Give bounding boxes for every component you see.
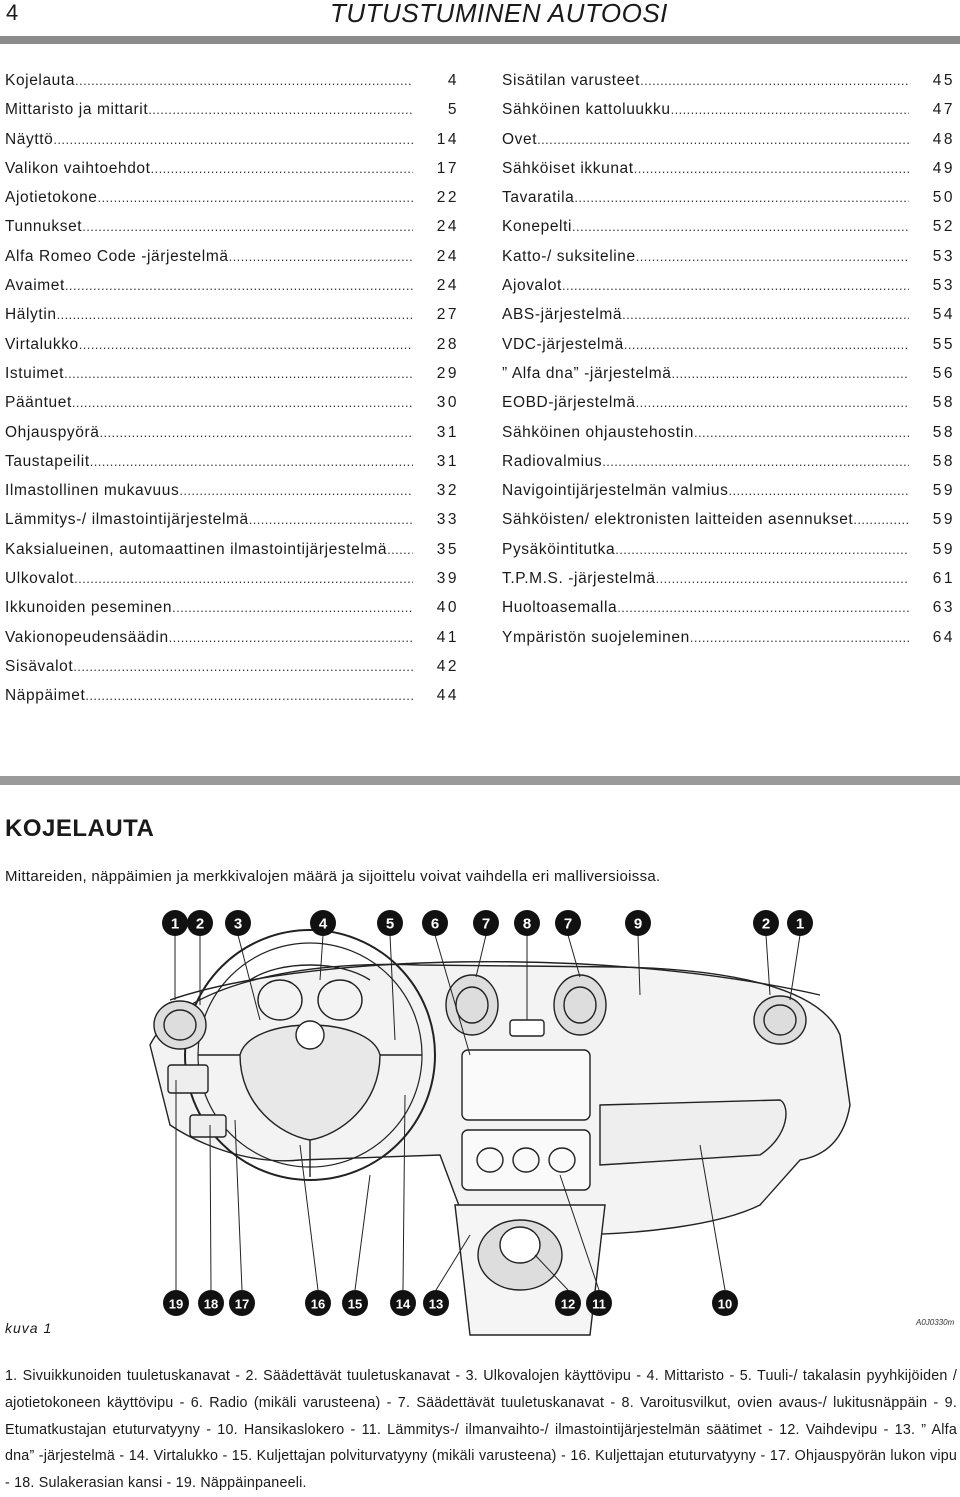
toc-entry xyxy=(5,658,459,687)
toc-leader-dots xyxy=(387,542,413,557)
callout-marker xyxy=(625,910,651,936)
callout-marker xyxy=(225,910,251,936)
toc-entry xyxy=(5,72,459,101)
toc-entry-title: Ajovalot xyxy=(502,277,562,295)
figure-code: A0J0330m xyxy=(916,1318,955,1327)
callout-marker xyxy=(163,1290,189,1316)
toc-leader-dots xyxy=(75,73,413,88)
callout-marker xyxy=(514,910,540,936)
toc-entry-title: T.P.M.S. -järjestelmä xyxy=(502,570,656,588)
callout-number: 10 xyxy=(717,1296,733,1312)
callout-marker xyxy=(305,1290,331,1316)
toc-entry xyxy=(5,365,459,394)
callout-marker xyxy=(310,910,336,936)
toc-entry-title: Mittaristo ja mittarit xyxy=(5,101,149,119)
toc-entry-title: Pääntuet xyxy=(5,394,72,412)
toc-entry xyxy=(5,424,459,453)
toc-entry-page: 58 xyxy=(932,394,955,412)
callout-number: 9 xyxy=(633,915,643,933)
callout-number: 4 xyxy=(318,915,328,933)
toc-entry-title: Sähköisten/ elektronisten laitteiden asennukset xyxy=(502,511,854,529)
callout-number: 16 xyxy=(310,1296,326,1312)
running-header-title: TUTUSTUMINEN AUTOOSI xyxy=(330,0,668,28)
callout-number: 7 xyxy=(481,915,491,933)
toc-entry xyxy=(502,629,955,658)
callout-marker xyxy=(787,910,813,936)
callout-marker xyxy=(473,910,499,936)
toc-entry-title: Hälytin xyxy=(5,306,57,324)
toc-entry-page: 17 xyxy=(436,159,459,177)
toc-entry-page: 53 xyxy=(932,247,955,265)
callout-marker xyxy=(198,1290,224,1316)
toc-entry xyxy=(5,687,459,716)
toc-left-column xyxy=(5,72,459,717)
toc-entry-title: Radiovalmius xyxy=(502,452,603,470)
toc-entry xyxy=(502,511,955,540)
toc-entry-title: Pysäköintitutka xyxy=(502,540,616,558)
callout-number: 12 xyxy=(560,1296,576,1312)
dashboard-illustration xyxy=(0,905,960,1340)
toc-entry-page: 39 xyxy=(436,570,459,588)
toc-leader-dots xyxy=(634,161,909,176)
toc-entry-title: Avaimet xyxy=(5,277,65,295)
toc-leader-dots xyxy=(640,73,909,88)
toc-entry-title: Ulkovalot xyxy=(5,570,75,588)
toc-entry xyxy=(5,541,459,570)
toc-entry-page: 64 xyxy=(932,628,955,646)
toc-leader-dots xyxy=(574,190,909,205)
toc-entry xyxy=(5,131,459,160)
toc-entry-title: Kaksialueinen, automaattinen ilmastointijärjestelmä xyxy=(5,540,388,558)
toc-entry xyxy=(5,482,459,511)
toc-entry-page: 33 xyxy=(436,511,459,529)
callout-number: 17 xyxy=(234,1296,250,1312)
toc-entry-title: VDC-järjestelmä xyxy=(502,335,624,353)
toc-entry-page: 31 xyxy=(436,452,459,470)
toc-entry-page: 32 xyxy=(436,482,459,500)
callout-number: 1 xyxy=(795,915,805,933)
toc-entry-title: Ohjauspyörä xyxy=(5,423,100,441)
toc-entry-title: Konepelti xyxy=(502,218,573,236)
toc-entry-title: EOBD-järjestelmä xyxy=(502,394,636,412)
toc-entry xyxy=(502,424,955,453)
figure-caption: 1. Sivuikkunoiden tuuletuskanavat - 2. Säädettävät tuuletuskanavat - 3. Ulkovalojen käyttövipu - 4. Mittaristo - 5. Tuuli-/ takalasin pyyhkijöiden / ajotietokoneen käyttövipu - 6. Radio (mikäli varusteena) - 7. Säädettävät tuuletuskanavat - 8. Varoitusvilkut, ovien avaus-/ lukitusnäppäin - 9. Etumatkustajan etuturvatyyny - 10. Hansikaslokero - 11. Lämmitys-/ ilmanvaihto-/ ilmastointijärjestelmän säätimet - 12. Vaihdevipu - 13. ” Alfa dna” -järjestelmä - 14. Virtalukko - 15. Kuljettajan polviturvatyyny (mikäli varusteena) - 16. Kuljettajan etuturvatyyny - 17. Ohjauspyörän lukon vipu - 18. Sulakerasian kansi - 19. Näppäinpaneeli. xyxy=(5,1368,957,1492)
toc-entry xyxy=(5,101,459,130)
toc-entry-title: Alfa Romeo Code -järjestelmä xyxy=(5,247,229,265)
callout-marker xyxy=(377,910,403,936)
toc-entry-title: Ilmastollinen mukavuus xyxy=(5,482,180,500)
toc-leader-dots xyxy=(615,542,909,557)
toc-leader-dots xyxy=(79,337,413,352)
toc-entry xyxy=(502,306,955,335)
toc-entry-page: 44 xyxy=(436,687,459,705)
toc-entry-title: Vakionopeudensäädin xyxy=(5,628,169,646)
toc-entry-page: 24 xyxy=(436,247,459,265)
toc-entry-page: 24 xyxy=(436,218,459,236)
toc-leader-dots xyxy=(64,366,413,381)
toc-leader-dots xyxy=(148,102,413,117)
toc-leader-dots xyxy=(179,483,413,498)
toc-leader-dots xyxy=(73,659,413,674)
toc-entry-title: Istuimet xyxy=(5,364,65,382)
callout-number: 15 xyxy=(347,1296,363,1312)
toc-entry-page: 45 xyxy=(932,72,955,89)
toc-entry xyxy=(502,160,955,189)
header-rule xyxy=(0,36,960,44)
callout-number: 2 xyxy=(761,915,771,933)
toc-entry xyxy=(5,277,459,306)
page-number: 4 xyxy=(6,0,19,25)
toc-entry-title: ” Alfa dna” -järjestelmä xyxy=(502,364,672,382)
toc-entry xyxy=(5,306,459,335)
toc-entry xyxy=(502,599,955,628)
toc-entry-page: 31 xyxy=(436,423,459,441)
callout-number: 2 xyxy=(195,915,205,933)
toc-entry xyxy=(5,218,459,247)
toc-entry xyxy=(502,394,955,423)
toc-leader-dots xyxy=(636,249,909,264)
toc-leader-dots xyxy=(622,307,909,322)
toc-entry xyxy=(502,248,955,277)
toc-entry-page: 52 xyxy=(932,218,955,236)
toc-entry-page: 35 xyxy=(436,540,459,558)
toc-entry-page: 50 xyxy=(932,189,955,207)
toc-entry-title: Näppäimet xyxy=(5,687,86,705)
callout-number: 11 xyxy=(592,1296,606,1312)
toc-entry-title: Taustapeilit xyxy=(5,452,90,470)
toc-leader-dots xyxy=(229,249,413,264)
toc-entry xyxy=(502,72,955,101)
callout-number: 3 xyxy=(233,915,243,933)
toc-entry-page: 56 xyxy=(932,364,955,382)
toc-entry xyxy=(5,511,459,540)
toc-entry-page: 55 xyxy=(932,335,955,353)
toc-entry xyxy=(5,248,459,277)
toc-leader-dots xyxy=(636,395,909,410)
callout-number: 1 xyxy=(170,915,180,933)
toc-entry xyxy=(5,453,459,482)
toc-entry-title: Sähköinen ohjaustehostin xyxy=(502,423,694,441)
callout-marker xyxy=(229,1290,255,1316)
callout-marker xyxy=(555,910,581,936)
toc-entry-page: 5 xyxy=(447,101,459,119)
toc-leader-dots xyxy=(572,219,909,234)
callout-number: 7 xyxy=(563,915,573,933)
toc-entry xyxy=(502,336,955,365)
toc-entry-page: 61 xyxy=(932,570,955,588)
toc-entry xyxy=(502,541,955,570)
toc-entry-title: Sähköinen kattoluukku xyxy=(502,101,671,119)
toc-leader-dots xyxy=(728,483,909,498)
toc-entry xyxy=(5,570,459,599)
toc-entry-title: Ovet xyxy=(502,130,538,148)
callout-number: 6 xyxy=(430,915,440,933)
toc-entry-title: Tavaratila xyxy=(502,189,575,207)
toc-leader-dots xyxy=(537,132,909,147)
toc-right-column xyxy=(502,72,955,658)
toc-entry-page: 24 xyxy=(436,277,459,295)
toc-entry-title: Lämmitys-/ ilmastointijärjestelmä xyxy=(5,511,249,529)
toc-leader-dots xyxy=(671,102,909,117)
toc-leader-dots xyxy=(656,571,909,586)
toc-entry-page: 14 xyxy=(436,130,459,148)
toc-leader-dots xyxy=(617,600,909,615)
toc-entry-page: 42 xyxy=(436,657,459,675)
toc-entry xyxy=(502,365,955,394)
toc-entry-page: 59 xyxy=(932,540,955,558)
toc-entry-title: Sähköiset ikkunat xyxy=(502,159,634,177)
callout-number: 8 xyxy=(522,915,532,933)
toc-entry-page: 59 xyxy=(932,511,955,529)
toc-entry xyxy=(502,189,955,218)
toc-leader-dots xyxy=(85,688,413,703)
callout-number: 19 xyxy=(168,1296,184,1312)
toc-entry-page: 58 xyxy=(932,452,955,470)
toc-entry-page: 28 xyxy=(436,335,459,353)
toc-leader-dots xyxy=(249,512,413,527)
callout-marker xyxy=(390,1290,416,1316)
toc-leader-dots xyxy=(53,132,413,147)
toc-leader-dots xyxy=(562,278,909,293)
toc-leader-dots xyxy=(98,190,413,205)
toc-entry xyxy=(502,218,955,247)
toc-entry-title: Huoltoasemalla xyxy=(502,599,618,617)
toc-entry-title: Näyttö xyxy=(5,130,54,148)
section-rule xyxy=(0,776,960,785)
toc-entry-title: Sisätilan varusteet xyxy=(502,72,641,89)
toc-entry-title: Navigointijärjestelmän valmius xyxy=(502,482,729,500)
toc-entry-page: 58 xyxy=(932,423,955,441)
toc-entry-title: Kojelauta xyxy=(5,72,76,89)
toc-leader-dots xyxy=(671,366,909,381)
toc-entry xyxy=(5,336,459,365)
toc-entry xyxy=(502,101,955,130)
toc-leader-dots xyxy=(853,512,909,527)
toc-leader-dots xyxy=(72,395,413,410)
toc-entry-title: Virtalukko xyxy=(5,335,79,353)
toc-entry-page: 54 xyxy=(932,306,955,324)
toc-entry-page: 29 xyxy=(436,364,459,382)
toc-entry xyxy=(5,160,459,189)
toc-leader-dots xyxy=(602,454,909,469)
toc-entry xyxy=(5,394,459,423)
toc-entry-page: 30 xyxy=(436,394,459,412)
toc-leader-dots xyxy=(90,454,413,469)
callout-number: 18 xyxy=(203,1296,219,1312)
toc-entry-title: Ajotietokone xyxy=(5,189,98,207)
figure-label: kuva 1 xyxy=(5,1320,53,1336)
toc-entry-title: Ikkunoiden peseminen xyxy=(5,599,173,617)
callout-number: 13 xyxy=(428,1296,444,1312)
toc-leader-dots xyxy=(82,219,413,234)
toc-entry-page: 47 xyxy=(932,101,955,119)
callout-marker xyxy=(753,910,779,936)
callout-marker xyxy=(422,910,448,936)
toc-leader-dots xyxy=(690,630,909,645)
dashboard-figure xyxy=(0,905,960,1340)
toc-entry-title: Valikon vaihtoehdot xyxy=(5,159,151,177)
toc-entry xyxy=(5,629,459,658)
toc-leader-dots xyxy=(57,307,413,322)
toc-entry-page: 49 xyxy=(932,159,955,177)
callout-marker xyxy=(555,1290,581,1316)
toc-leader-dots xyxy=(151,161,413,176)
callout-marker xyxy=(586,1290,612,1316)
callout-marker xyxy=(162,910,188,936)
toc-leader-dots xyxy=(99,425,413,440)
toc-entry-page: 48 xyxy=(932,130,955,148)
toc-leader-dots xyxy=(624,337,909,352)
toc-entry xyxy=(502,453,955,482)
toc-entry xyxy=(5,599,459,628)
toc-entry-title: ABS-järjestelmä xyxy=(502,306,623,324)
section-title: KOJELAUTA xyxy=(5,815,155,842)
toc-entry-title: Sisävalot xyxy=(5,657,74,675)
toc-entry xyxy=(502,570,955,599)
toc-entry xyxy=(5,189,459,218)
toc-entry xyxy=(502,131,955,160)
section-note: Mittareiden, näppäimien ja merkkivalojen määrä ja sijoittelu voivat vaihdella eri malliversioissa. xyxy=(5,868,661,885)
toc-entry-page: 63 xyxy=(932,599,955,617)
toc-leader-dots xyxy=(694,425,909,440)
toc-entry-page: 22 xyxy=(436,189,459,207)
toc-entry-title: Ympäristön suojeleminen xyxy=(502,628,690,646)
callout-marker xyxy=(342,1290,368,1316)
toc-leader-dots xyxy=(65,278,413,293)
toc-leader-dots xyxy=(172,600,413,615)
callout-marker xyxy=(423,1290,449,1316)
toc-entry xyxy=(502,277,955,306)
toc-entry xyxy=(502,482,955,511)
toc-leader-dots xyxy=(74,571,413,586)
toc-entry-page: 40 xyxy=(436,599,459,617)
callout-number: 5 xyxy=(385,915,395,933)
callout-marker xyxy=(187,910,213,936)
toc-entry-title: Katto-/ suksiteline xyxy=(502,247,636,265)
toc-leader-dots xyxy=(169,630,413,645)
toc-entry-page: 59 xyxy=(932,482,955,500)
toc-entry-page: 27 xyxy=(436,306,459,324)
toc-entry-page: 41 xyxy=(436,628,459,646)
toc-entry-title: Tunnukset xyxy=(5,218,83,236)
toc-entry-page: 53 xyxy=(932,277,955,295)
callout-number: 14 xyxy=(395,1296,411,1312)
toc-entry-page: 4 xyxy=(447,72,459,89)
callout-marker xyxy=(712,1290,738,1316)
